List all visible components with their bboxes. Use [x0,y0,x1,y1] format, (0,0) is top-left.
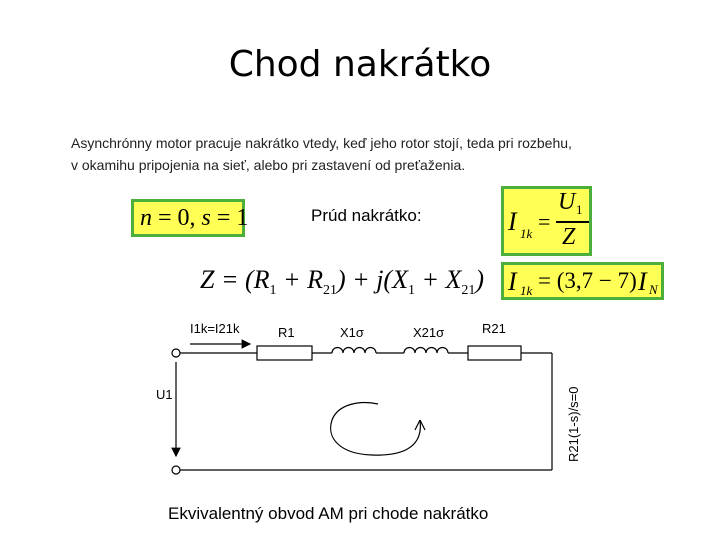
diagram-caption: Ekvivalentný obvod AM pri chode nakrátko [168,504,489,523]
formula-slip-n: n [140,205,152,231]
fcr-I: I [508,267,517,296]
resistor-r1 [257,346,312,360]
terminal-top [172,349,180,357]
description-line-2: v okamihu pripojenia na sieť, alebo pri zastavení od preťaženia. [71,157,466,173]
description-line-1: Asynchrónny motor pracuje nakrátko vtedy, keď jeho rotor stojí, teda pri rozbehu, [71,135,572,151]
fz-sub2: 21 [322,283,337,299]
formula-slip-eq1: = 0, [152,205,202,231]
fcr-IN: I [638,267,647,296]
formula-slip-s: s [201,205,211,231]
inductor-x1 [332,348,376,353]
fz-part3: ) + j(X [336,265,408,294]
fz-sub1: 1 [269,283,277,299]
fz-sub3: 1 [407,283,415,299]
label-x21: X21σ [413,325,445,340]
label-load-resistance: R21(1-s)/s=0 [566,386,581,462]
label-x1: X1σ [340,325,364,340]
fcr-in-sub: N [649,282,658,297]
fci-Z: Z [562,224,576,250]
fcr-eq: = (3,7 − 7) [538,268,637,293]
label-current: I1k=I21k [190,321,240,336]
fci-I: I [508,207,517,236]
fz-sub4: 21 [461,283,476,299]
loop-current-arrow [331,403,421,456]
inductor-x21 [404,348,448,353]
fz-part2: + R [276,265,323,294]
formula-slip-eq2: = 1 [210,205,249,231]
short-circuit-current-label: Prúd nakrátko: [311,206,422,225]
fcr-sub: 1k [520,283,533,298]
slide-title: Chod nakrátko [228,44,492,85]
fci-u-sub: 1 [576,202,583,217]
label-r21: R21 [482,321,506,336]
label-u1: U1 [156,387,173,402]
fci-sub: 1k [520,226,533,241]
fci-U: U [558,189,576,215]
terminal-bottom [172,466,180,474]
resistor-r21 [468,346,521,360]
fz-part5: ) [475,265,485,294]
fci-eq: = [538,209,551,234]
label-r1: R1 [278,325,295,340]
fz-part4: + X [414,265,462,294]
fz-part1: Z = (R [200,265,270,294]
